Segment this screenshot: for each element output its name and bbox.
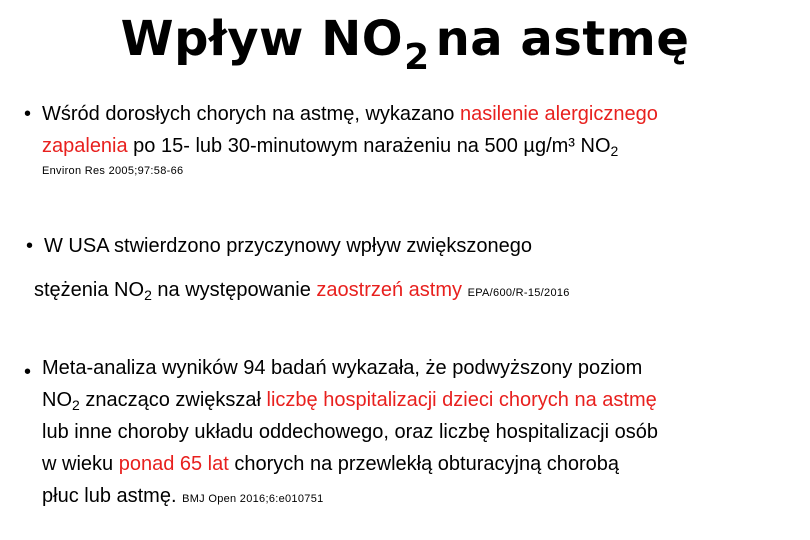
bullet-1-text: Wśród dorosłych chorych na astmę, wykazano nasilenie alergicznego zapalenia po 15- lub 30-minutowym narażeniu na 500 µg/m³ $NO_2$	[42, 103, 658, 159]
highlight-allergic-inflammation-1: nasilenie alergicznego	[459, 103, 658, 125]
bullet-3-marker: •	[24, 361, 32, 383]
bullet-2-line-1: W USA stwierdzono przyczynowy wpływ zwiększonego	[44, 235, 532, 257]
highlight-asthma-exacerbations: zaostrzeń astmy	[316, 279, 463, 301]
title-subscript: 2	[404, 37, 430, 78]
bullet-1-marker: •	[24, 103, 32, 125]
bullet-3-text: Meta-analiza wyników 94 badań wykazała, że podwyższony poziom $NO_2$ znacząco zwiększał liczbę hospitalizacji dzieci chorych na astmę lub inne choroby układu oddechowego, oraz liczbę hospitalizacji osób w wieku ponad 65 lat chorych na przewlekłą obturacyjną chorobą płuc lub astmę. BMJ Open 2016;6:e010751	[42, 357, 658, 507]
source-citation-3: BMJ Open 2016;6:e010751	[182, 493, 324, 505]
source-citation-1: Environ Res 2005;97:58-66	[42, 165, 184, 177]
highlight-over-65: ponad 65 lat	[118, 453, 229, 475]
bullet-2-marker: •	[26, 235, 34, 257]
source-citation-2: EPA/600/R-15/2016	[467, 287, 570, 299]
bullet-2-line-2: stężenia $NO_2$ na występowanie zaostrzeń astmy EPA/600/R-15/2016	[34, 279, 570, 303]
highlight-allergic-inflammation-2: zapalenia	[42, 135, 128, 157]
highlight-child-hospitalizations: liczbę hospitalizacji dzieci chorych na astmę	[266, 389, 657, 411]
slide-title: Wpływ $NO_2$ na astmę	[120, 11, 690, 78]
